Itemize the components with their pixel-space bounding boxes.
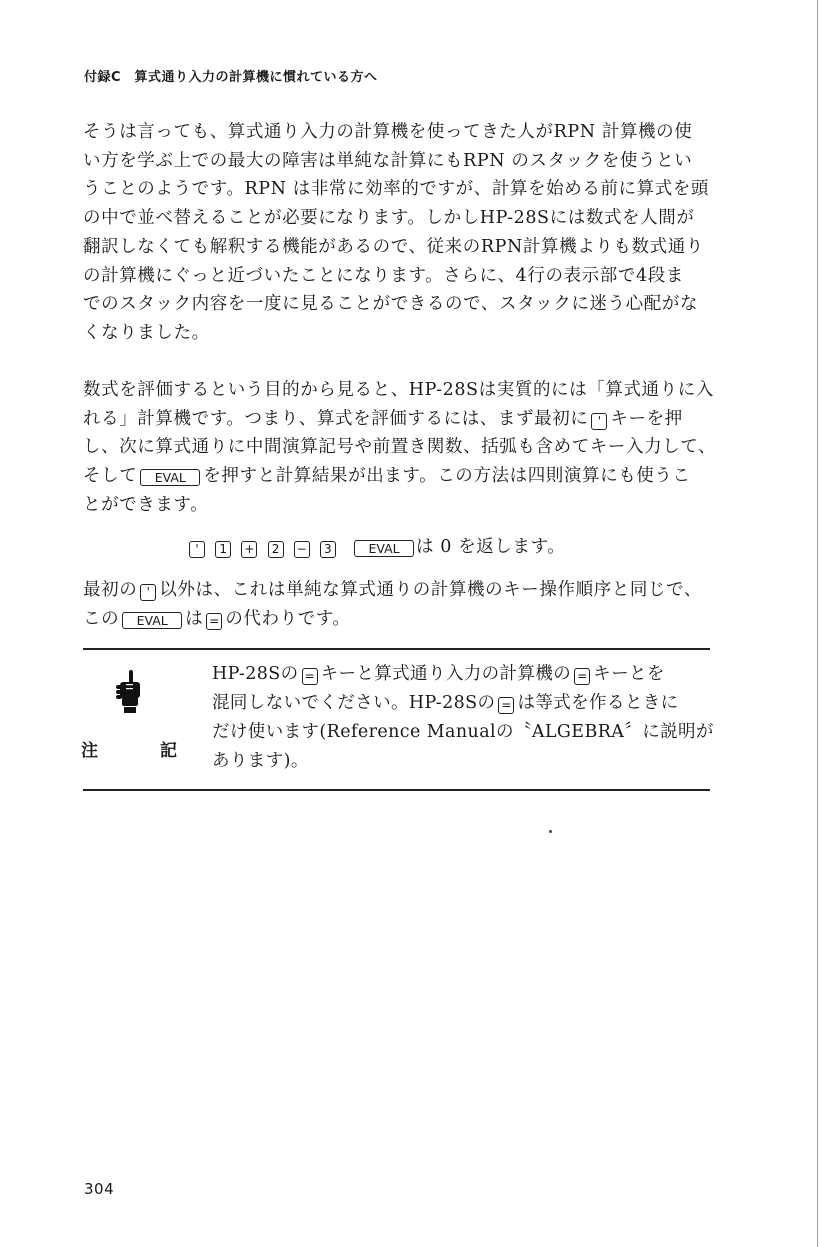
quote-key: ' (189, 541, 205, 558)
paragraph-2-line: 数式を評価するという目的から見ると、HP-28Sは実質的には「算式通りに入 (83, 380, 714, 400)
paragraph-3-line (83, 576, 715, 605)
note-line (212, 660, 712, 689)
equals-key: = (206, 613, 222, 630)
digit-1-key: 1 (215, 541, 231, 558)
example-result-text: は 0 を返します。 (416, 537, 566, 557)
note-bottom-rule (83, 789, 710, 791)
quote-key: ' (591, 413, 607, 430)
pointing-hand-icon (113, 670, 147, 718)
quote-key: ' (140, 584, 156, 601)
eval-key: EVAL (140, 469, 200, 486)
note-line (212, 689, 712, 718)
paragraph-1-line: そうは言っても、算式通り入力の計算機を使ってきた人がRPN 計算機の使 (83, 122, 693, 142)
note-label (81, 736, 177, 761)
minus-key: − (294, 541, 310, 558)
equals-key: = (498, 697, 514, 714)
paragraph-2-text: そして (83, 466, 138, 487)
paragraph-2-line: し、次に算式通りに中間演算記号や前置き関数、括弧も含めてキー入力して、 (83, 437, 717, 458)
paragraph-3-text: の代わりです。 (225, 608, 351, 629)
plus-key: + (241, 541, 257, 558)
paragraph-1-line: の中で並べ替えることが必要になります。しかしHP-28Sには数式を人間が (83, 208, 695, 229)
paragraph-3-text: は (185, 608, 204, 629)
note-label-char: 記 (160, 741, 177, 761)
paragraph-3-line (83, 605, 715, 634)
paragraph-1-line: うことのようです。RPN は非常に効率的ですが、計算を始める前に算式を頭 (83, 179, 710, 200)
note-line: あります)。 (212, 751, 309, 771)
paragraph-2-text: キーを押 (610, 408, 683, 429)
paragraph-2-line (83, 462, 715, 491)
paragraph-1-line: い方を学ぶ上での最大の障害は単純な計算にもRPN のスタックを使うとい (83, 150, 693, 171)
paragraph-2-text: れる」計算機です。つまり、算式を評価するには、まず最初に (83, 408, 589, 429)
note-label-char: 注 (81, 741, 98, 761)
page-edge (817, 0, 818, 1247)
paragraph-2 (83, 376, 715, 520)
paragraph-2-line (83, 405, 715, 434)
paragraph-1-line: 翻訳しなくても解釈する機能があるので、従来のRPN計算機よりも数式通り (83, 236, 704, 257)
note-text: HP-28Sの (212, 664, 299, 684)
equals-key: = (574, 668, 590, 685)
example-keystrokes (187, 534, 565, 560)
paragraph-2-text: を押すと計算結果が出ます。この方法は四則演算にも使うこ (203, 466, 691, 487)
paragraph-1-line: くなりました。 (83, 322, 210, 343)
paragraph-3 (83, 576, 715, 633)
page-number: 304 (84, 1180, 115, 1198)
paragraph-1-line: でのスタック内容を一度に見ることができるので、スタックに迷う心配がな (83, 294, 699, 315)
note-top-rule (83, 648, 710, 650)
ink-speck (549, 830, 552, 833)
paragraph-2-line: とができます。 (83, 494, 209, 515)
note-text: キーと算式通り入力の計算機の (320, 664, 572, 684)
paragraph-3-text: この (83, 608, 120, 629)
paragraph-3-text: 最初の (83, 580, 138, 600)
digit-2-key: 2 (268, 541, 284, 558)
paragraph-3-text: 以外は、これは単純な算式通りの計算機のキー操作順序と同じで、 (159, 580, 702, 600)
running-head: 付録C 算式通り入力の計算機に慣れている方へ (84, 70, 378, 85)
note-body (212, 660, 712, 776)
digit-3-key: 3 (320, 541, 336, 558)
note-text: は等式を作るときに (517, 693, 679, 713)
eval-key: EVAL (354, 540, 414, 557)
note-line: だけ使います(Reference Manualの〝ALGEBRA〞に説明が (212, 722, 714, 742)
eval-key: EVAL (122, 612, 182, 629)
note-text: キーとを (593, 664, 665, 684)
note-text: 混同しないでください。HP-28Sの (212, 693, 496, 713)
equals-key: = (302, 668, 318, 685)
paragraph-1 (83, 118, 715, 348)
paragraph-1-line: の計算機にぐっと近づいたことになります。さらに、4行の表示部で4段ま (83, 265, 684, 286)
